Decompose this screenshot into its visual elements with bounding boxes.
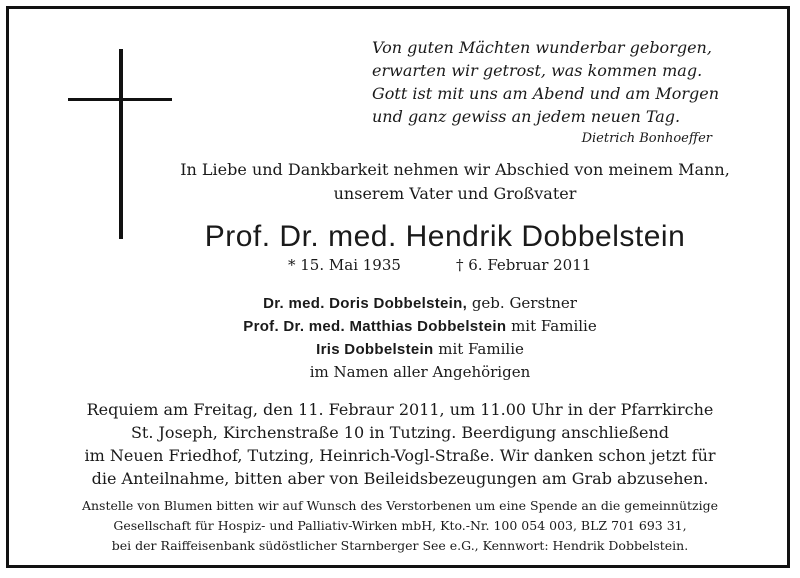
- service-line: St. Joseph, Kirchenstraße 10 in Tutzing. Beerdigung anschließend: [130, 423, 670, 442]
- donation-line: Anstelle von Blumen bitten wir auf Wunsch des Verstorbenen um eine Spende an die gemeinnützige: [81, 498, 719, 513]
- mourner-line: [160, 338, 680, 361]
- service-line: die Anteilnahme, bitten aber von Beileidsbezeugungen am Grab abzusehen.: [91, 469, 709, 488]
- mourner-name: Iris Dobbelstein: [316, 341, 434, 358]
- intro-line-1: In Liebe und Dankbarkeit nehmen wir Abschied von meinem Mann,: [180, 160, 730, 179]
- poem-line: erwarten wir getrost, was kommen mag.: [372, 61, 703, 80]
- mourner-suffix: mit Familie: [506, 317, 597, 335]
- poem: [372, 36, 720, 150]
- mourner-suffix: geb. Gerstner: [467, 294, 577, 312]
- mourners-list: [160, 292, 680, 384]
- service-line: Requiem am Freitag, den 11. Febraur 2011, um 11.00 Uhr in der Pfarrkirche: [86, 400, 714, 419]
- mourner-name: Prof. Dr. med. Matthias Dobbelstein: [243, 318, 507, 335]
- poem-author: Dietrich Bonhoeffer: [581, 131, 712, 146]
- mourner-line: [160, 292, 680, 315]
- birth-date: * 15. Mai 1935: [288, 256, 401, 274]
- service-info: [60, 398, 740, 490]
- poem-line: und ganz gewiss an jedem neuen Tag.: [372, 107, 681, 126]
- poem-line: Von guten Mächten wunderbar geborgen,: [372, 38, 712, 57]
- intro-line-2: unserem Vater und Großvater: [333, 184, 577, 203]
- donation-line: bei der Raiffeisenbank südöstlicher Starnberger See e.G., Kennwort: Hendrik Dobbelstein.: [111, 538, 689, 553]
- donation-line: Gesellschaft für Hospiz- und Palliativ-Wirken mbH, Kto.-Nr. 100 054 003, BLZ 701 693 31,: [113, 518, 687, 533]
- deceased-name: Prof. Dr. med. Hendrik Dobbelstein: [204, 220, 686, 253]
- mourners-closing: im Namen aller Angehörigen: [309, 363, 531, 381]
- service-line: im Neuen Friedhof, Tutzing, Heinrich-Vogl-Straße. Wir danken schon jetzt für: [84, 446, 716, 465]
- poem-line: Gott ist mit uns am Abend und am Morgen: [372, 84, 720, 103]
- mourner-line: [160, 315, 680, 338]
- donation-note: [60, 496, 740, 556]
- mourner-name: Dr. med. Doris Dobbelstein,: [263, 295, 468, 312]
- death-date: † 6. Februar 2011: [456, 256, 592, 274]
- mourner-suffix: mit Familie: [433, 340, 524, 358]
